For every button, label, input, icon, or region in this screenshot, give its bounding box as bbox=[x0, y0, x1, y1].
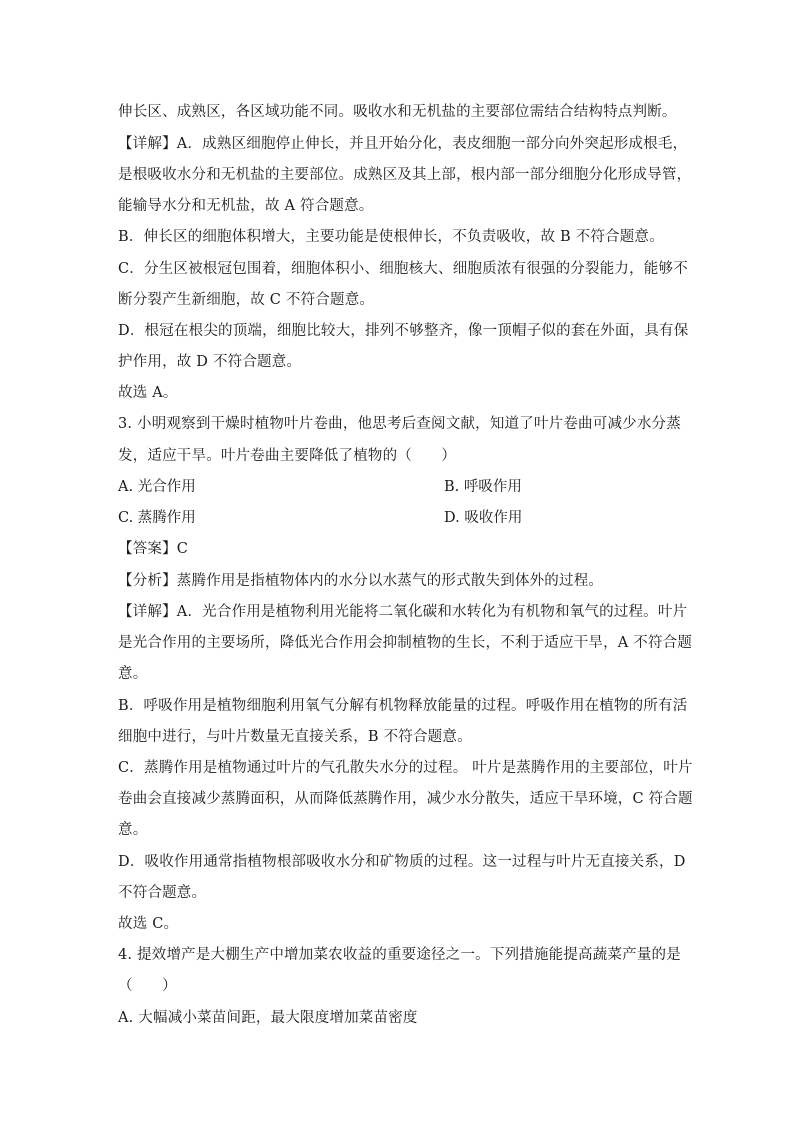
q2-detail-b-line: B．伸长区的细胞体积增大，主要功能是使根伸长，不负责吸收，故 B 不符合题意。 bbox=[118, 229, 664, 245]
q3-detail-d-line: 不符合题意。 bbox=[118, 885, 207, 901]
q2-detail-a-line: 能输导水分和无机盐，故 A 符合题意。 bbox=[118, 198, 374, 214]
q3-option-d: D. 吸收作用 bbox=[444, 510, 523, 526]
q3-detail-c-line: 意。 bbox=[118, 822, 148, 838]
q2-detail-a-line: 是根吸收水分和无机盐的主要部位。成熟区及其上部，根内部一部分细胞分化形成导管， bbox=[118, 167, 692, 183]
q3-detail-a-line: 意。 bbox=[118, 666, 148, 682]
q3-option-a: A. 光合作用 bbox=[118, 479, 196, 495]
q2-detail-d-line: 护作用，故 D 不符合题意。 bbox=[118, 354, 302, 370]
q3-option-b: B. 呼吸作用 bbox=[444, 479, 522, 495]
q3-stem-line: 发，适应干旱。叶片卷曲主要降低了植物的（ ） bbox=[118, 448, 457, 464]
q3-detail-a-line: 【详解】A．光合作用是植物利用光能将二氧化碳和水转化为有机物和氧气的过程。叶片 bbox=[118, 604, 688, 620]
q4-stem-line: 4. 提效增产是大棚生产中增加菜农收益的重要途径之一。下列措施能提高蔬菜产量的是 bbox=[118, 947, 681, 963]
q3-detail-c-line: C．蒸腾作用是植物通过叶片的气孔散失水分的过程。 叶片是蒸腾作用的主要部位，叶片 bbox=[118, 760, 693, 776]
q4-stem-line: （ ） bbox=[118, 978, 177, 994]
q2-detail-c-line: 断分裂产生新细胞，故 C 不符合题意。 bbox=[118, 292, 375, 308]
q2-text-line: 伸长区、成熟区，各区域功能不同。吸收水和无机盐的主要部位需结合结构特点判断。 bbox=[118, 104, 677, 120]
q3-stem-line: 3. 小明观察到干燥时植物叶片卷曲，他思考后查阅文献，知道了叶片卷曲可减少水分蒸 bbox=[118, 416, 681, 432]
q3-answer: 【答案】C bbox=[118, 541, 189, 557]
q2-detail-c-line: C．分生区被根冠包围着，细胞体积小、细胞核大、细胞质浓有很强的分裂能力，能够不 bbox=[118, 261, 688, 277]
q3-detail-b-line: B．呼吸作用是植物细胞利用氧气分解有机物释放能量的过程。呼吸作用在植物的所有活 bbox=[118, 698, 688, 714]
q3-choice: 故选 C。 bbox=[118, 916, 179, 932]
q3-analysis: 【分析】蒸腾作用是指植物体内的水分以水蒸气的形式散失到体外的过程。 bbox=[118, 573, 604, 589]
q3-detail-d-line: D．吸收作用通常指植物根部吸收水分和矿物质的过程。这一过程与叶片无直接关系，D bbox=[118, 854, 686, 870]
q2-detail-a-line: 【详解】A．成熟区细胞停止伸长，并且开始分化，表皮细胞一部分向外突起形成根毛， bbox=[118, 136, 688, 152]
q3-detail-c-line: 卷曲会直接减少蒸腾面积，从而降低蒸腾作用，减少水分散失，适应干旱环境，C 符合题 bbox=[118, 791, 693, 807]
q3-detail-a-line: 是光合作用的主要场所，降低光合作用会抑制植物的生长，不利于适应干旱，A 不符合题 bbox=[118, 635, 693, 651]
q2-choice: 故选 A。 bbox=[118, 385, 178, 401]
q3-option-c: C. 蒸腾作用 bbox=[118, 510, 196, 526]
q4-option-a: A. 大幅减小菜苗间距，最大限度增加菜苗密度 bbox=[118, 1010, 418, 1026]
q2-detail-d-line: D．根冠在根尖的顶端，细胞比较大，排列不够整齐，像一顶帽子似的套在外面，具有保 bbox=[118, 323, 689, 339]
q3-detail-b-line: 细胞中进行，与叶片数量无直接关系，B 不符合题意。 bbox=[118, 729, 472, 745]
